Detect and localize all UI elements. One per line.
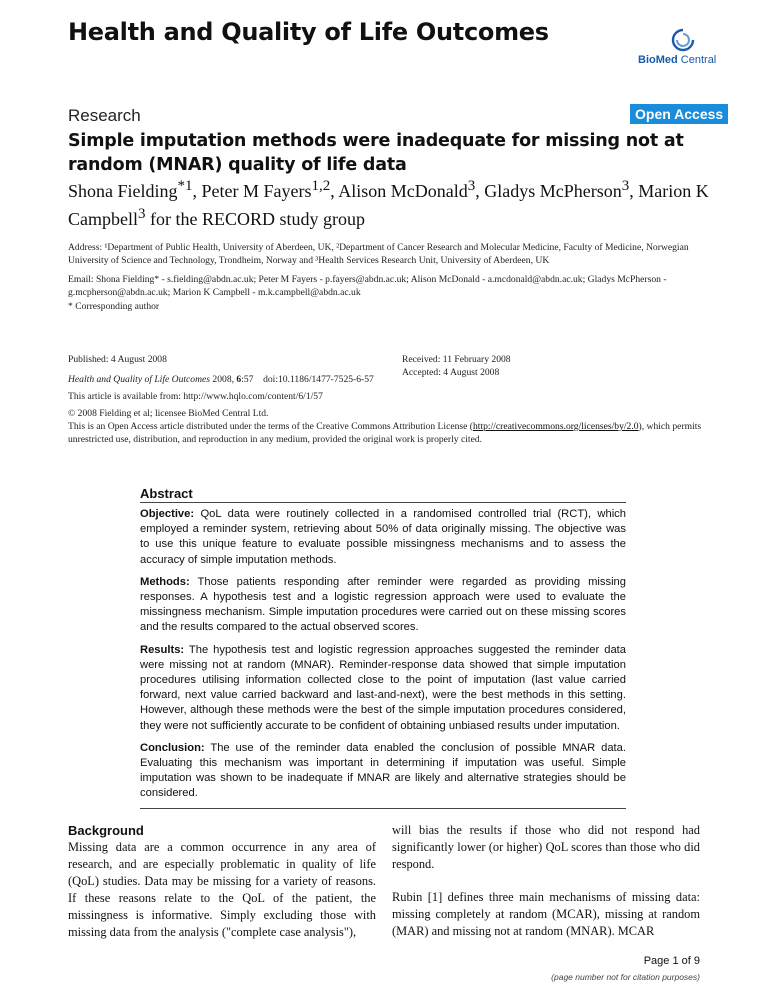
author-name: Shona Fielding: [68, 181, 178, 201]
body-paragraph: Missing data are a common occurrence in any area of research, and are especially problematic in quality of life (QoL) studies. Data may be missing for a variety of reasons. If these reasons relate to the QoL of the patient, the missingness is informative. Simply excluding those with missing data from the analysis ("complete case analysis"),: [68, 840, 376, 939]
copyright-line: © 2008 Fielding et al; licensee BioMed Central Ltd.: [68, 408, 269, 419]
background-heading: Background: [68, 823, 144, 838]
author-name: Gladys McPherson: [484, 181, 622, 201]
author-name: Marion K Campbell: [68, 181, 709, 229]
license-block: [68, 407, 718, 446]
abstract-conclusion: Conclusion: The use of the reminder data enabled the conclusion of possible MNAR data. Evaluating this mechanism was important in determining if imputation was useful. Simple imputation was shown to be inadequate if MNAR are likely and alternative strategies should be considered.: [140, 741, 626, 800]
published-date: Published: 4 August 2008: [68, 354, 167, 365]
abstract-results: Results: The hypothesis test and logistic regression approaches suggested the reminder data were missing not at random (MNAR). Reminder-response data showed that simple imputation procedures utilising information collected close to the point of imputation (last value carried forward, next value carried backward and last-and-next), were the best methods in this setting. However, although these methods were the best of the simple imputation procedures considered, they were not sufficiently accurate to be confident of obtaining unbiased results under imputation.: [140, 643, 626, 732]
page-number-note: (page number not for citation purposes): [551, 972, 700, 982]
abstract-bottom-rule: [140, 808, 626, 809]
article-url[interactable]: This article is available from: http://www.hqlo.com/content/6/1/57: [68, 391, 323, 402]
author-name: Alison McDonald: [338, 181, 468, 201]
author-addresses: Address: ¹Department of Public Health, University of Aberdeen, UK, ²Department of Cancer Research and Molecular Medicine, Faculty of Medicine, Norwegian University of Science and Technology, Trondheim, Norway and ³Health Services Research Unit, University of Aberdeen, UK: [68, 242, 689, 266]
author-affiliation: 1,2: [311, 178, 331, 194]
body-paragraph: will bias the results if those who did not respond had significantly lower (or higher) QoL scores than those who did respond.: [392, 823, 700, 871]
author-affiliation: 3: [467, 178, 476, 194]
author-affiliation: 3: [138, 206, 146, 222]
license-text: This is an Open Access article distributed under the terms of the Creative Commons Attribution License (http://creativecommons.org/licenses/by/2.0), which permits unrestricted use, distribution, and reproduction in any medium, provided the original work is properly cited.: [68, 421, 702, 445]
body-column-right: [392, 822, 700, 956]
article-title: Simple imputation methods were inadequate for missing not at random (MNAR) quality of life data: [68, 131, 684, 175]
corresponding-author-note: * Corresponding author: [68, 301, 160, 312]
authors-suffix: for the RECORD study group: [145, 209, 365, 229]
publisher-name: BioMed Central: [638, 54, 717, 66]
author-name: Peter M Fayers: [201, 181, 312, 201]
author-affiliation: 3: [621, 178, 630, 194]
abstract-methods: Methods: Those patients responding after reminder were regarded as providing missing responses. A hypothesis test and a logistic regression approach were used to evaluate the missingness mechanism. Simple imputation procedures were carried out on these missing scores and the results compared to the actual observed scores.: [140, 575, 626, 634]
abstract-heading: Abstract: [140, 486, 626, 503]
received-date: Received: 11 February 2008: [402, 354, 511, 365]
license-link[interactable]: http://creativecommons.org/licenses/by/2.0: [472, 421, 639, 432]
citation: Health and Quality of Life Outcomes 2008, 6:57 doi:10.1186/1477-7525-6-57: [68, 374, 374, 385]
author-affiliation: *1: [177, 178, 193, 194]
author-emails[interactable]: Email: Shona Fielding* - s.fielding@abdn.ac.uk; Peter M Fayers - p.fayers@abdn.ac.uk; Alison McDonald - a.mcdonald@abdn.ac.uk; Gladys McPherson - g.mcpherson@abdn.ac.uk; Marion K Campbell - m.k.campbell@abdn.ac.uk: [68, 274, 667, 298]
biomed-logo-icon: [670, 28, 696, 52]
abstract-box: [140, 486, 626, 809]
publisher-logo[interactable]: [638, 28, 738, 70]
section-label: Research: [68, 106, 141, 125]
open-access-badge: Open Access: [630, 104, 728, 124]
dates-block: [402, 353, 511, 379]
author-list: Shona Fielding$^{*1}$, Peter M Fayers$^{1,2}$, Alison McDonald$^3$, Gladys McPherson$^3$, Marion K Campbell$^3$ for the RECORD study group: [68, 178, 709, 229]
abstract-objective: Objective: QoL data were routinely collected in a randomised controlled trial (RCT), which employed a reminder system, retrieving about 50% of data originally missing. The objective was to use this unique feature to evaluate possible missingness mechanisms and to assess the accuracy of simple imputation methods.: [140, 508, 626, 566]
accepted-date: Accepted: 4 August 2008: [402, 367, 500, 378]
body-column-left: [68, 822, 376, 957]
page-number: Page 1 of 9: [643, 955, 700, 967]
journal-title: Health and Quality of Life Outcomes: [68, 18, 549, 46]
body-paragraph: Rubin [1] defines three main mechanisms of missing data: missing completely at random (MCAR), missing at random (MAR) and missing not at random (MNAR). MCAR: [392, 890, 700, 938]
